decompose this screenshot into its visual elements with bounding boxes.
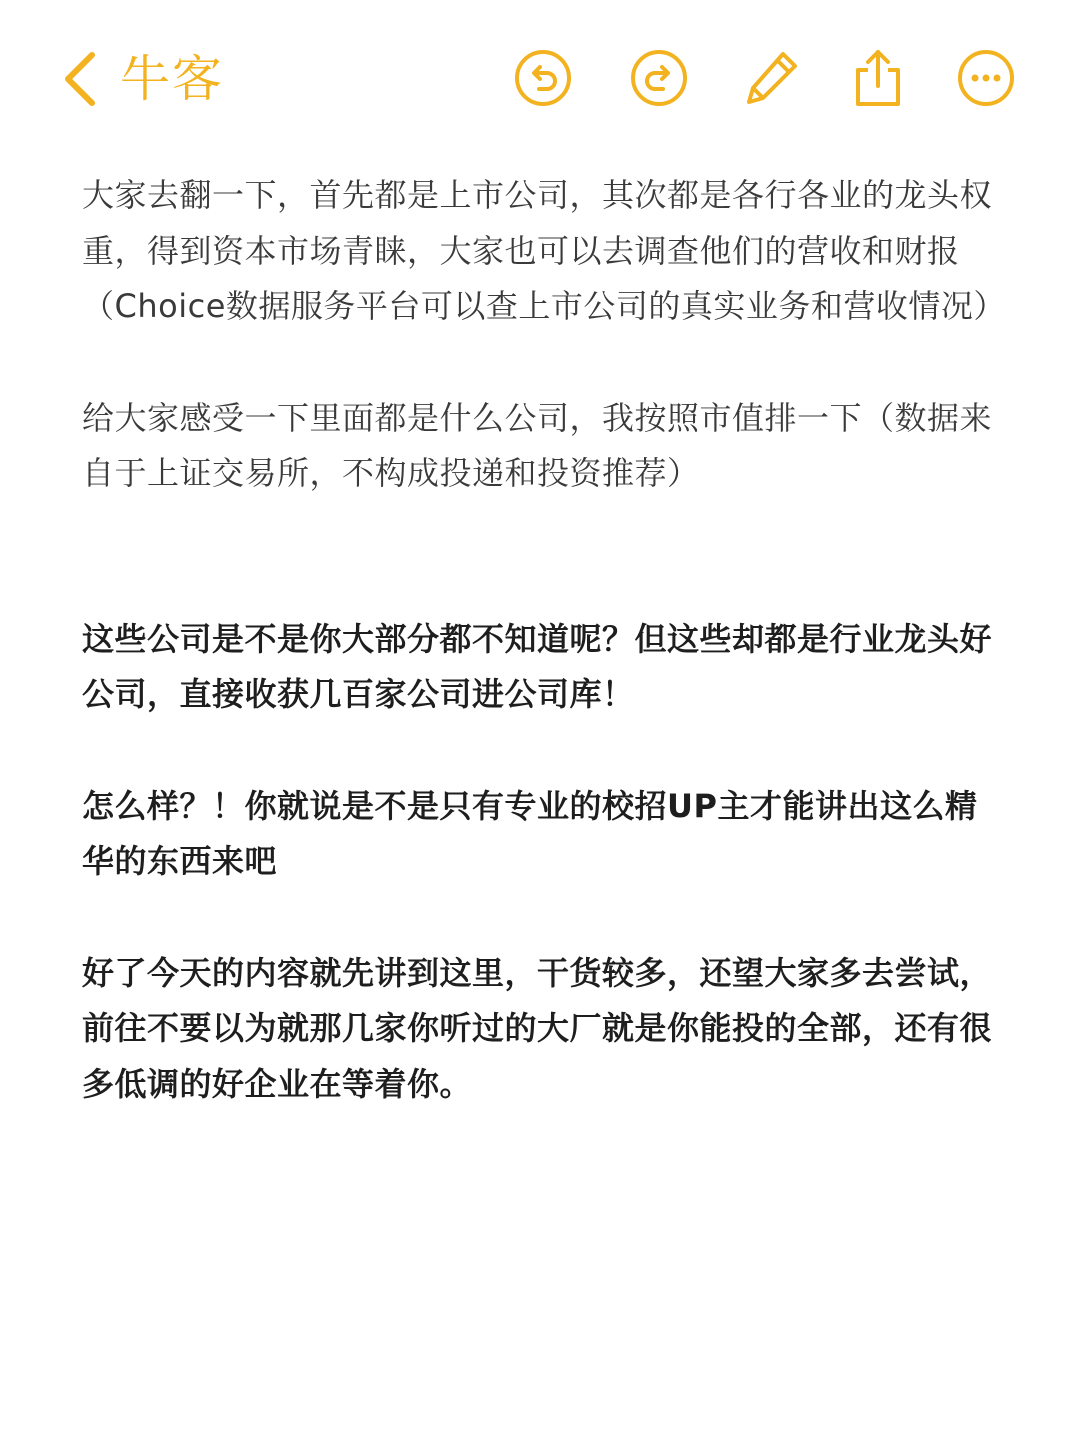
paragraph-intro: 大家去翻一下，首先都是上市公司，其次都是各行各业的龙头权重，得到资本市场青睐，大家也可以去调查他们的营收和财报（Choice数据服务平台可以查上市公司的真实业务和营收情况） xyxy=(82,176,1006,325)
share-button[interactable] xyxy=(848,48,908,108)
chevron-left-icon xyxy=(58,47,102,111)
top-toolbar xyxy=(0,0,1080,160)
more-button[interactable] xyxy=(956,48,1016,108)
redo-button[interactable] xyxy=(629,48,689,108)
paragraph-closing: 好了今天的内容就先讲到这里，干货较多，还望大家多去尝试，前往不要以为就那几家你听过的大厂就是你能投的全部，还有很多低调的好企业在等着你。 xyxy=(82,953,993,1103)
pencil-icon xyxy=(743,48,803,108)
undo-icon xyxy=(513,48,573,108)
note-body[interactable] xyxy=(82,168,1006,1112)
paragraph-exclaim: 怎么样？！你就说是不是只有专业的校招UP主才能讲出这么精华的东西来吧 xyxy=(82,786,978,880)
paragraph-ranking: 给大家感受一下里面都是什么公司，我按照市值排一下（数据来自于上证交易所，不构成投递和投资推荐） xyxy=(82,398,993,492)
back-button[interactable] xyxy=(58,44,224,114)
edit-button[interactable] xyxy=(743,48,803,108)
back-label: 牛客 xyxy=(120,50,224,108)
share-icon xyxy=(848,48,908,108)
redo-icon xyxy=(629,48,689,108)
undo-button[interactable] xyxy=(513,48,573,108)
paragraph-question: 这些公司是不是你大部分都不知道呢？但这些却都是行业龙头好公司，直接收获几百家公司进公司库！ xyxy=(82,619,993,713)
more-icon xyxy=(956,48,1016,108)
